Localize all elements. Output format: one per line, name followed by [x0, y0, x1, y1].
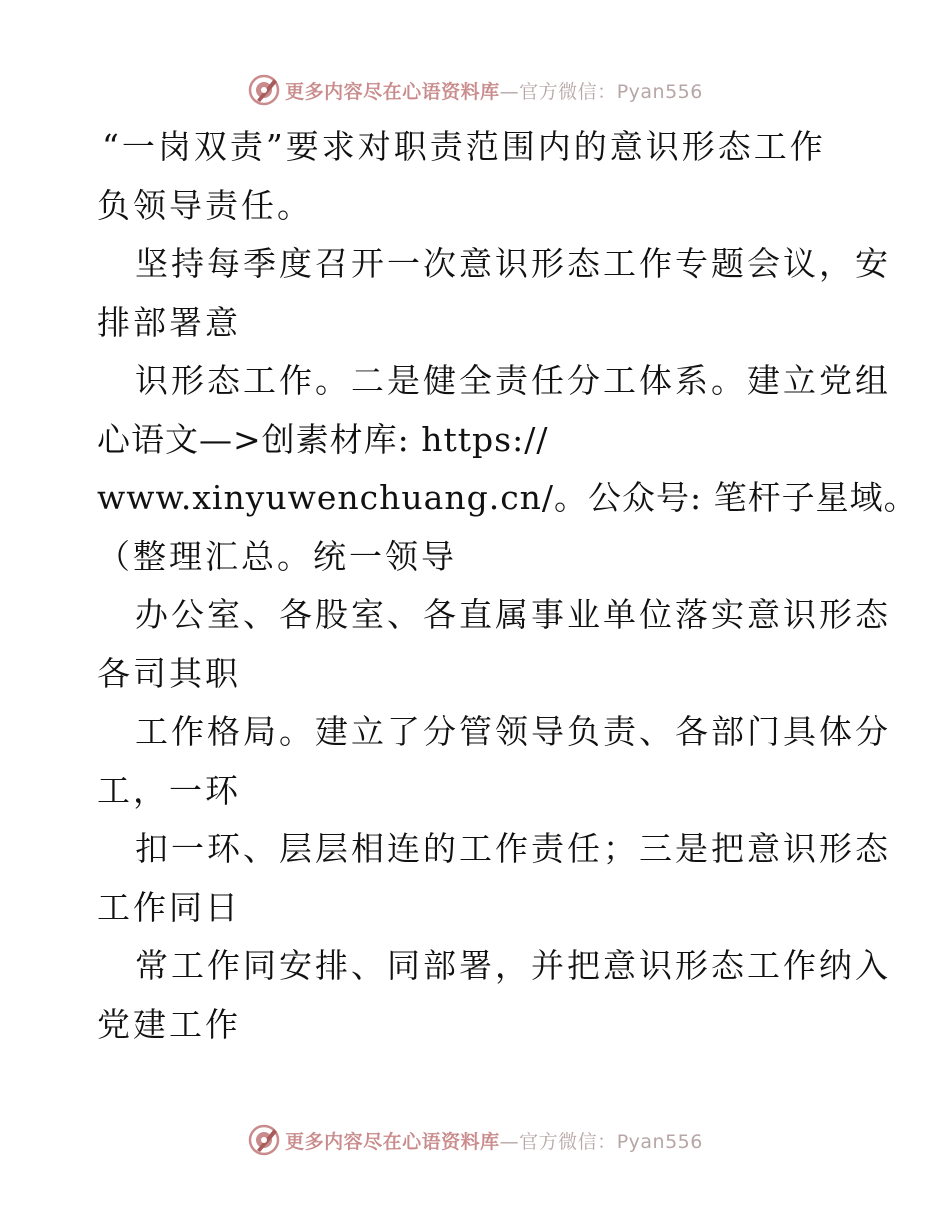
pen-logo-icon — [247, 1123, 281, 1157]
body-line: 心语文—>创素材库: https:// — [97, 419, 549, 459]
body-line: 排部署意 — [97, 302, 241, 342]
body-line: 工，一环 — [97, 770, 241, 810]
document-body — [97, 118, 918, 1054]
body-line: 各司其职 — [97, 653, 241, 693]
body-line: 工作同日 — [97, 887, 241, 927]
body-line: “一岗双责”要求对职责范围内的意识形态工作 — [102, 127, 826, 166]
body-line: 常工作同安排、同部署，并把意识形态工作纳入 — [135, 946, 891, 985]
body-line: 工作格局。建立了分管领导负责、各部门具体分 — [135, 712, 891, 751]
body-line: 党建工作 — [97, 1004, 241, 1044]
footer-banner — [0, 1120, 950, 1160]
body-line: 办公室、各股室、各直属事业单位落实意识形态 — [135, 595, 891, 634]
header-banner — [0, 70, 950, 110]
body-line: 扣一环、层层相连的工作责任；三是把意识形态 — [135, 829, 891, 868]
footer-banner-text: 更多内容尽在心语资料库—官方微信：Pyan556 — [285, 1130, 703, 1153]
body-line: 识形态工作。二是健全责任分工体系。建立党组 — [135, 361, 891, 400]
body-line: 负领导责任。 — [97, 185, 313, 225]
header-banner-text: 更多内容尽在心语资料库—官方微信：Pyan556 — [285, 80, 703, 103]
body-line: 坚持每季度召开一次意识形态工作专题会议，安 — [135, 244, 891, 283]
pen-logo-icon — [247, 73, 281, 107]
body-line: www.xinyuwenchuang.cn/。公众号: 笔杆子星域。 — [97, 478, 918, 517]
body-line: （整理汇总。统一领导 — [97, 536, 457, 576]
